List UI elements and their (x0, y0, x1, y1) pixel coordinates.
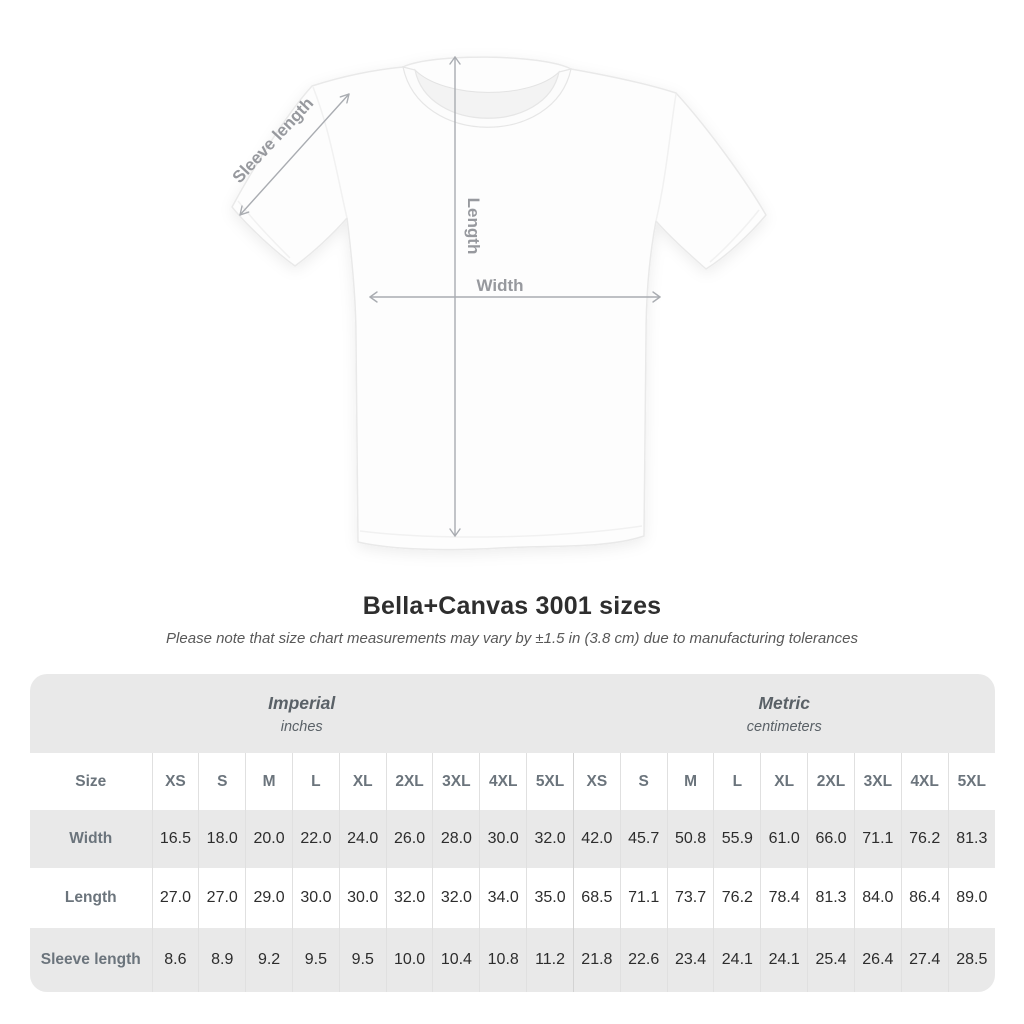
measurement-value: 30.0 (292, 868, 339, 928)
measurement-value: 9.5 (339, 928, 386, 992)
measurement-value: 28.0 (433, 810, 480, 868)
measurement-value: 42.0 (573, 810, 620, 868)
measurement-value: 89.0 (948, 868, 995, 928)
measurement-value: 78.4 (761, 868, 808, 928)
measurement-value: 9.5 (292, 928, 339, 992)
tshirt-body (232, 57, 766, 549)
size-corner-header: Size (75, 772, 107, 790)
size-col-header: XS (152, 753, 199, 810)
measurement-value: 81.3 (948, 810, 995, 868)
measurement-value: 35.0 (527, 868, 574, 928)
unit-header-row (30, 674, 995, 753)
tolerance-note: Please note that size chart measurements may vary by ±1.5 in (3.8 cm) due to manufacturing tolerances (166, 630, 858, 647)
measurement-value: 24.1 (714, 928, 761, 992)
measurement-value: 10.8 (480, 928, 527, 992)
size-col-header: XL (761, 753, 808, 810)
width-label: Width (476, 276, 524, 295)
measurement-value: 81.3 (808, 868, 855, 928)
measurement-value: 10.0 (386, 928, 433, 992)
measurement-value: 21.8 (573, 928, 620, 992)
size-col-header: XS (573, 753, 620, 810)
measurement-value: 10.4 (433, 928, 480, 992)
unit-name: Metric (758, 692, 810, 713)
unit-sublabel: centimeters (746, 718, 822, 735)
size-col-header: 3XL (433, 753, 480, 810)
size-col-header: L (292, 753, 339, 810)
measurement-value: 11.2 (527, 928, 574, 992)
measurement-value: 26.0 (386, 810, 433, 868)
row-label: Sleeve length (40, 951, 141, 968)
measurement-value: 34.0 (480, 868, 527, 928)
measurement-value: 45.7 (620, 810, 667, 868)
measurement-value: 27.0 (152, 868, 199, 928)
measurement-value: 55.9 (714, 810, 761, 868)
measurement-value: 22.6 (620, 928, 667, 992)
measurement-value: 22.0 (292, 810, 339, 868)
size-col-header: M (246, 753, 293, 810)
size-col-header: XL (339, 753, 386, 810)
length-label: Length (464, 197, 483, 255)
measurement-value: 86.4 (901, 868, 948, 928)
measurement-value: 73.7 (667, 868, 714, 928)
metric-group-header (573, 674, 995, 753)
sleeve-length-label: Sleeve length (228, 93, 318, 187)
size-chart-heading (0, 592, 1024, 647)
measurement-value: 9.2 (246, 928, 293, 992)
size-col-header: 4XL (901, 753, 948, 810)
measurement-value: 32.0 (527, 810, 574, 868)
measurement-value: 68.5 (573, 868, 620, 928)
measurement-value: 50.8 (667, 810, 714, 868)
page-title: Bella+Canvas 3001 sizes (362, 592, 662, 620)
length-row (30, 868, 995, 928)
size-col-header: 2XL (808, 753, 855, 810)
size-col-header: 5XL (948, 753, 995, 810)
measurement-value: 27.4 (901, 928, 948, 992)
measurement-value: 30.0 (339, 868, 386, 928)
imperial-group-header (30, 674, 573, 753)
measurement-value: 8.9 (199, 928, 246, 992)
size-table-grid (30, 674, 995, 992)
unit-sublabel: inches (280, 718, 323, 735)
measurement-value: 76.2 (714, 868, 761, 928)
measurement-value: 66.0 (808, 810, 855, 868)
measurement-value: 25.4 (808, 928, 855, 992)
measurement-value: 18.0 (199, 810, 246, 868)
row-label: Width (69, 830, 113, 847)
measurement-value: 8.6 (152, 928, 199, 992)
measurement-value: 76.2 (901, 810, 948, 868)
measurement-value: 20.0 (246, 810, 293, 868)
size-col-header: 2XL (386, 753, 433, 810)
size-col-header: M (667, 753, 714, 810)
measurement-value: 61.0 (761, 810, 808, 868)
measurement-value: 24.1 (761, 928, 808, 992)
measurement-value: 84.0 (854, 868, 901, 928)
measurement-value: 71.1 (620, 868, 667, 928)
measurement-value: 26.4 (854, 928, 901, 992)
width-row (30, 810, 995, 868)
measurement-value: 23.4 (667, 928, 714, 992)
measurement-value: 71.1 (854, 810, 901, 868)
size-col-header: S (199, 753, 246, 810)
measurement-value: 28.5 (948, 928, 995, 992)
measurement-value: 32.0 (433, 868, 480, 928)
measurement-value: 32.0 (386, 868, 433, 928)
size-col-header: L (714, 753, 761, 810)
size-table (30, 674, 995, 992)
size-header-row (30, 753, 995, 810)
size-col-header: 3XL (854, 753, 901, 810)
size-col-header: S (620, 753, 667, 810)
tshirt-illustration (232, 57, 766, 549)
measurement-value: 30.0 (480, 810, 527, 868)
row-label: Length (64, 889, 117, 906)
sleeve-length-row (30, 928, 995, 992)
size-col-header: 5XL (527, 753, 574, 810)
measurement-value: 29.0 (246, 868, 293, 928)
size-col-header: 4XL (480, 753, 527, 810)
unit-name: Imperial (268, 692, 336, 713)
measurement-value: 24.0 (339, 810, 386, 868)
measurement-value: 16.5 (152, 810, 199, 868)
measurement-value: 27.0 (199, 868, 246, 928)
